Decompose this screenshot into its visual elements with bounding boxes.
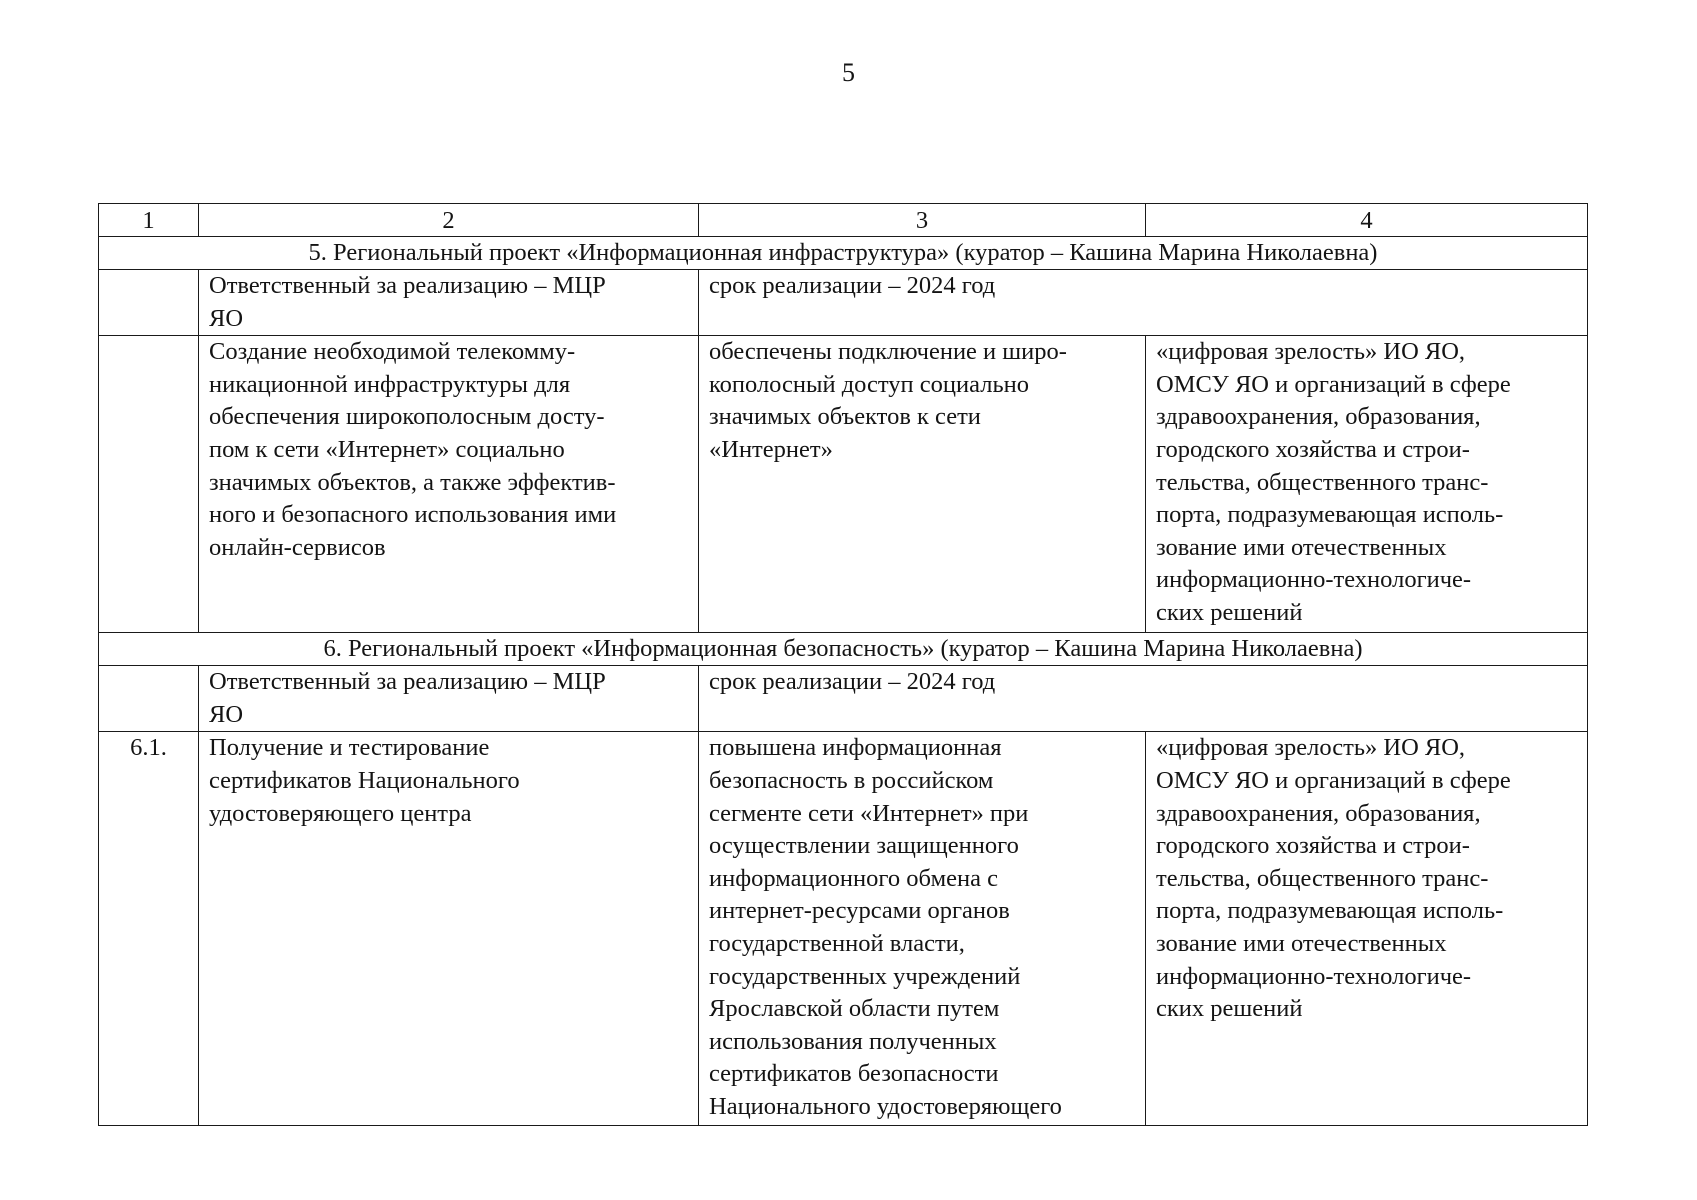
project-table [98, 203, 1588, 1126]
task-cell [199, 336, 699, 633]
deadline-text: срок реализации – 2024 год [709, 272, 996, 299]
deadline-cell [699, 666, 1588, 732]
section-meta-row [99, 270, 1588, 336]
responsible-cell [199, 270, 699, 336]
row-number: 6.1. [99, 732, 199, 1126]
task-text: Создание необходимой телекомму- никационной инфраструктуры для обеспечения широкополосным досту- пом к сети «Интернет» социально значимых объектов, а также эффектив- ного и безопасного использования ими онлайн-сервисов [209, 338, 617, 561]
table-row [99, 732, 1588, 1126]
result-cell [699, 732, 1146, 1126]
task-text: Получение и тестирование сертификатов Национального удостоверяющего центра [209, 734, 520, 827]
section-title-row [99, 633, 1588, 666]
column-number-1: 1 [99, 204, 199, 237]
column-number-3: 3 [699, 204, 1146, 237]
indicator-cell [1146, 336, 1588, 633]
responsible-text: Ответственный за реализацию – МЦР ЯО [209, 272, 606, 332]
result-text: обеспечены подключение и широ- кополосный доступ социально значимых объектов к сети «Интернет» [709, 338, 1067, 463]
page-number: 5 [842, 58, 855, 87]
responsible-text: Ответственный за реализацию – МЦР ЯО [209, 668, 606, 728]
indicator-cell [1146, 732, 1588, 1126]
section-title: 6. Региональный проект «Информационная безопасность» (куратор – Кашина Марина Николаевна) [99, 633, 1588, 666]
column-number-row [99, 204, 1588, 237]
row-number [99, 336, 199, 633]
column-number-2: 2 [199, 204, 699, 237]
result-cell [699, 336, 1146, 633]
table-row [99, 336, 1588, 633]
deadline-text: срок реализации – 2024 год [709, 668, 996, 696]
meta-number-cell [99, 270, 199, 336]
result-text: повышена информационная безопасность в российском сегменте сети «Интернет» при осуществлении защищенного информационного обмена с интернет-ресурсами органов государственной власти, государственных учреждений Ярославской области путем использования полученных сертификатов безопасности Национального удостоверяющего [709, 734, 1062, 1120]
indicator-text: «цифровая зрелость» ИО ЯО, ОМСУ ЯО и организаций в сфере здравоохранения, образования, городского хозяйства и строи- тельства, общественного транс- порта, подразумевающая исполь- зование ими отечественных информационно-технологиче- ских решений [1156, 338, 1511, 626]
meta-number-cell [99, 666, 199, 732]
responsible-cell [199, 666, 699, 732]
section-meta-row [99, 666, 1588, 732]
column-number-4: 4 [1146, 204, 1588, 237]
section-title: 5. Региональный проект «Информационная инфраструктура» (куратор – Кашина Марина Николаевна) [99, 237, 1588, 270]
task-cell [199, 732, 699, 1126]
section-title-row [99, 237, 1588, 270]
deadline-cell [699, 270, 1588, 336]
indicator-text: «цифровая зрелость» ИО ЯО, ОМСУ ЯО и организаций в сфере здравоохранения, образования, городского хозяйства и строи- тельства, общественного транс- порта, подразумевающая исполь- зование ими отечественных информационно-технологиче- ских решений [1156, 734, 1511, 1023]
